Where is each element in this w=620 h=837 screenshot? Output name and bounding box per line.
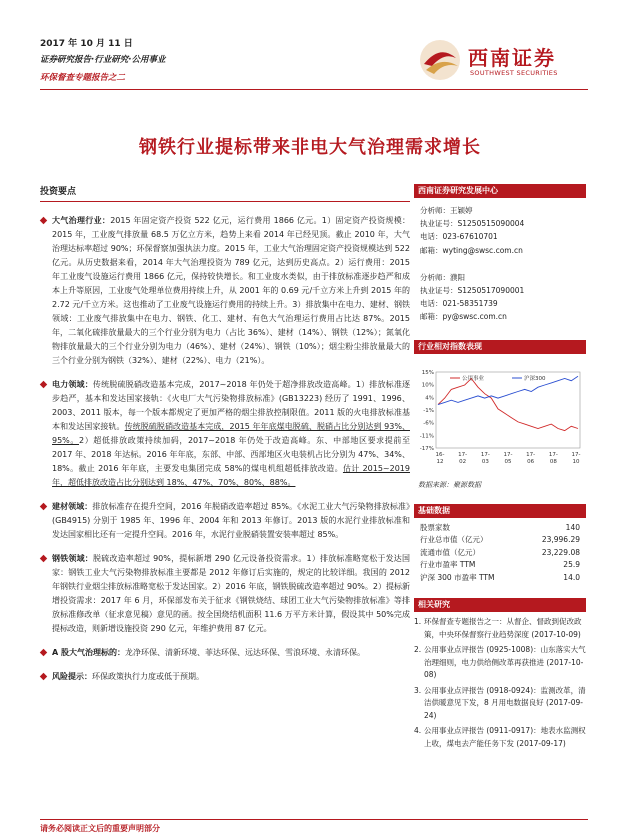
item-text: 公用事业点评报告 (0925-1008)：山东落实大气治理细则，电力供给侧改革再获推进 (2017-10-08) <box>424 645 586 680</box>
analyst-cert: 执业证号：S1250515090004 <box>420 219 525 229</box>
analyst-name: 分析师：王颖婷 <box>420 206 473 215</box>
logo-chinese-name: 西南证券 <box>468 46 556 70</box>
report-series: 环保督查专题报告之二 <box>40 73 126 83</box>
para-underlined-text: 估计 2015~2019 年，超低排放改造占比分别达到 18%、47%、70%、80%、88%。 <box>52 464 410 487</box>
line-chart <box>414 362 586 474</box>
bullet-diamond-icon <box>40 217 47 224</box>
series-line-2 <box>438 376 578 404</box>
plot-frame <box>436 372 580 448</box>
y-tick-label: -11% <box>419 432 434 439</box>
basic-data-row <box>414 534 586 547</box>
y-tick-label: 4% <box>425 394 434 401</box>
analyst-1 <box>414 204 586 257</box>
x-tick-label: 08 <box>549 458 557 465</box>
related-item[interactable] <box>414 725 586 750</box>
analyst-phone: 电话：021-58351739 <box>420 299 498 309</box>
analyst-email[interactable]: 邮箱：py@swsc.com.cn <box>420 312 507 322</box>
item-number: 1. <box>414 617 422 627</box>
legend-label: 公用事业 <box>462 375 485 382</box>
summary-para-air <box>40 214 410 368</box>
row-value: 140 <box>565 522 580 532</box>
x-tick-label: 17- <box>480 451 490 458</box>
analyst-heading: 西南证券研究发展中心 <box>414 184 586 198</box>
row-value: 25.9 <box>563 560 580 570</box>
analyst-cert: 执业证号：S1250517090001 <box>420 286 525 296</box>
item-number: 3. <box>414 685 422 695</box>
analyst-phone: 电话：023-67610701 <box>420 232 498 242</box>
y-tick-label: -17% <box>419 445 434 452</box>
investment-summary <box>40 184 410 684</box>
bullet-diamond-icon <box>40 503 47 510</box>
para-text: 传统脱硫脱硝改造基本完成，2017~2018 年仍处于超净排放改造高峰。1）排放标准逐步趋严，基本和发达国家接轨：《火电厂大气污染物排放标准》(GB13223) 经历了 1991、1996、2003、2011 版本，每一个版本都规定了更加严格的烟尘排放控制限值。2011 版的火电排放标准基本和发达国家接轨。 <box>52 380 410 431</box>
para-lead: A 股大气治理标的： <box>52 648 125 657</box>
row-label: 流通市值（亿元） <box>420 547 480 557</box>
para-text: 龙净环保、清新环境、菲达环保、远达环保、雪浪环境、永清环保。 <box>124 648 365 657</box>
para-lead: 风险提示： <box>52 672 92 681</box>
row-label: 股票家数 <box>420 522 450 532</box>
para-underlined-text: 传统脱硫脱硝改造基本完成，2015 年年底煤电脱硫、脱硝占比分别达到 93%、95%。 <box>52 422 410 445</box>
basic-data-row <box>414 572 586 585</box>
x-tick-label: 17- <box>548 451 558 458</box>
report-date: 2017 年 10 月 11 日 <box>40 39 133 49</box>
para-text: 2）超低排放政策持续加码，2017~2018 年仍处于改造高峰。东、中部地区要求提前至 2017 年、2018 年达标。2016 年年底，东部、中部、西部地区火电装机占比分别为 47%、34%、18%。截止 2016 年年底，主要发电集团完成 58%的煤电机组超低排放改造。 <box>52 436 410 473</box>
x-tick-label: 16- <box>435 451 445 458</box>
logo-emblem-icon <box>416 36 464 84</box>
row-label: 沪深 300 市盈率 TTM <box>420 572 495 582</box>
analyst-name: 分析师：濮阳 <box>420 272 465 282</box>
item-number: 2. <box>414 645 422 655</box>
x-tick-label: 06 <box>527 458 535 465</box>
row-label: 行业市盈率 TTM <box>420 560 476 570</box>
para-lead: 大气治理行业： <box>52 216 111 225</box>
y-tick-label: 15% <box>421 369 434 376</box>
basic-data-row <box>414 559 586 572</box>
sidebar <box>414 184 586 750</box>
para-lead: 钢铁领域： <box>52 554 93 563</box>
row-value: 14.0 <box>563 572 580 582</box>
report-category: 证券研究报告·行业研究·公用事业 <box>40 55 166 65</box>
row-label: 行业总市值（亿元） <box>420 535 488 545</box>
para-lead: 电力领域： <box>52 380 93 389</box>
basic-data-row <box>414 547 586 560</box>
bullet-diamond-icon <box>40 673 47 680</box>
row-value: 23,996.29 <box>541 535 580 545</box>
related-item[interactable] <box>414 685 586 723</box>
analyst-2 <box>414 271 586 324</box>
para-lead: 建材领域： <box>52 502 93 511</box>
x-tick-label: 05 <box>504 458 512 465</box>
analyst-email[interactable]: 邮箱：wyting@swsc.com.cn <box>420 245 523 255</box>
logo-english-name: SOUTHWEST SECURITIES <box>470 69 558 77</box>
x-tick-label: 17- <box>458 451 468 458</box>
related-list <box>414 616 586 750</box>
para-text: 脱硫改造率超过 90%，提标新增 290 亿元设备投资需求。1）排放标准略宽松于发达国家：钢铁工业大气污染物排放标准主要都是 2012 年修订后实施的，规定的比较详细。我国的 2012 年钢铁行业烟尘排放标准略宽松于发达国家。2）2016 年底，钢铁脱硫改造率超过 90%。2）提标新增投资需求：2017 年 6 月，环保部发布关于征求《钢铁烧结、球团工业大气污染物排放标准》等排放标准修改单（征求意见稿）意见的函。按全国烧结机面积 11.6 万平方米计算，假设其中 50%完成提标改造，则新增设施投资 290 亿元，年维护费用 87 亿元。 <box>52 554 410 633</box>
chart-source: 数据来源：聚源数据 <box>418 480 481 489</box>
footer-divider <box>40 819 588 820</box>
x-tick-label: 17- <box>503 451 513 458</box>
item-number: 4. <box>414 726 422 736</box>
series-line-1 <box>438 378 578 430</box>
bullet-diamond-icon <box>40 381 47 388</box>
y-tick-label: -1% <box>423 407 434 414</box>
x-tick-label: 17- <box>571 451 581 458</box>
legend-label: 沪深300 <box>524 375 546 382</box>
basic-data-heading: 基础数据 <box>414 504 586 518</box>
summary-heading: 投资要点 <box>40 184 410 202</box>
row-value: 23,229.08 <box>541 547 580 557</box>
item-text: 公用事业点评报告 (0911-0917)：地表水监测权上收，煤电去产能任务下发 (2017-09-17) <box>424 726 586 748</box>
x-tick-label: 10 <box>572 458 580 465</box>
y-tick-label: 10% <box>421 382 434 389</box>
para-text: 排放标准存在提升空间，2016 年脱硝改造率超过 85%。《水泥工业大气污染物排放标准》(GB4915) 分别于 1985 年、1996 年、2004 年和 2013 年修订。2013 版的水泥行业排放标准和发达国家相比还有一定提升空间。2016 年，水泥行业脱硝装置安装率超过 85%。 <box>52 502 411 539</box>
summary-para-stocks <box>40 646 410 660</box>
basic-data-row <box>414 522 586 535</box>
item-text: 公用事业点评报告 (0918-0924)：监测改革，清洁供暖意见下发，8 月用电数据良好 (2017-09-24) <box>424 685 586 720</box>
summary-para-risk <box>40 670 410 684</box>
para-text: 环保政策执行力度或低于预期。 <box>92 672 204 681</box>
x-tick-label: 03 <box>481 458 489 465</box>
related-heading: 相关研究 <box>414 598 586 612</box>
bullet-diamond-icon <box>40 649 47 656</box>
report-title: 钢铁行业提标带来非电大气治理需求增长 <box>139 137 481 158</box>
related-item[interactable] <box>414 644 586 682</box>
summary-para-power <box>40 378 410 490</box>
related-item[interactable] <box>414 616 586 641</box>
x-tick-label: 12 <box>436 458 444 465</box>
x-tick-label: 17- <box>526 451 536 458</box>
chart-heading: 行业相对指数表现 <box>414 340 586 354</box>
item-text: 环保督查专题报告之一：从督企、督政到促改政策，中央环保督察行业趋势深度 (2017-10-09) <box>424 617 582 639</box>
header-divider <box>40 89 588 90</box>
x-tick-label: 02 <box>459 458 467 465</box>
summary-para-steel <box>40 552 410 636</box>
company-logo <box>416 36 586 84</box>
relative-index-chart <box>414 362 586 478</box>
basic-data-table <box>414 522 586 585</box>
bullet-diamond-icon <box>40 555 47 562</box>
y-tick-label: -6% <box>423 420 434 427</box>
summary-para-building <box>40 500 410 542</box>
footer-disclaimer[interactable]: 请务必阅读正文后的重要声明部分 <box>40 824 160 833</box>
para-text: 2015 年固定资产投资 522 亿元，运行费用 1866 亿元。1）固定资产投资规模：2015 年，工业废气排放量 68.5 万亿立方米，趋势上来看 2014 年已经见顶。截止 2010 年，大气治理达标率超过 90%；环保督察加强执法力度。2015 年，工业大气治理固定资产投资规模达到 522 亿元。从历史数据来看，2014 年大气治理投资为 789 亿元，达到历史高点。2）运行费用：2015 年工业废气设施运行费用 1866 亿元，保持较快增长。和工业废水类似，由于排放标准逐步趋严和成本上升等原因，工业废气处理单位费用持续上升，从 2001 年的 0.69 元/千立方米上升到 2015 年的 2.72 元/千立方米。这也推动了工业废气设施运行费用的持续上升。3）排放集中在电力、建材、钢铁领域：工业废气排放集中在电力、钢铁、化工、建材、有色大气治理运行费用占比达 87%。2015 年，二氧化硫排放量最大的三个行业分别为电力（占比 36%）、建材（14%）、钢铁（12%）；氮氧化物排放量最大的三个行业分别为电力（46%）、建材（24%）、钢铁（10%）；烟尘粉尘排放量最大的三个行业分别为钢铁（32%）、建材（22%）、电力（21%）。 <box>52 216 411 365</box>
